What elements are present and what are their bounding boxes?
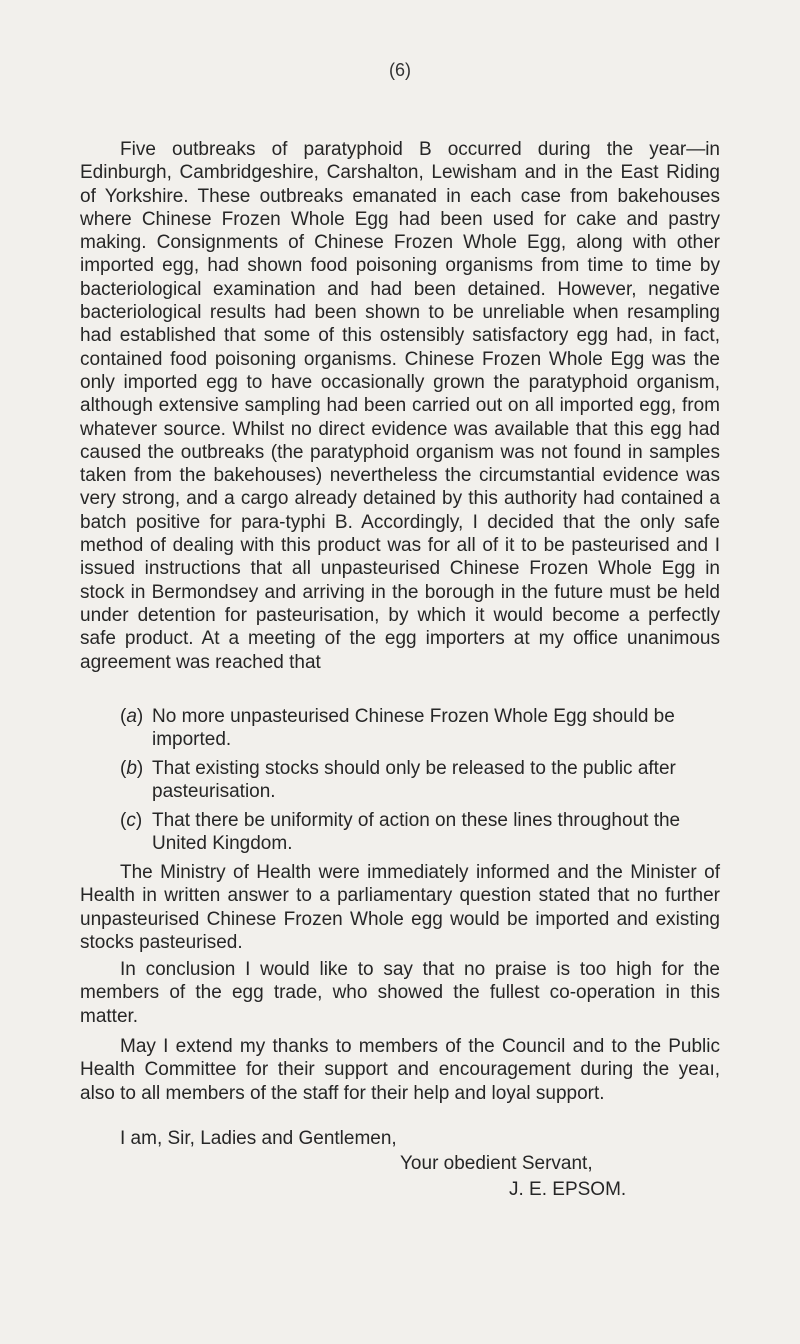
list-marker: (a) xyxy=(120,706,144,727)
paragraph-ministry xyxy=(80,861,720,954)
list-item-a xyxy=(80,705,720,752)
closing: Your obedient Servant, xyxy=(400,1153,593,1174)
list-item-c xyxy=(80,809,720,856)
paragraph-text: The Ministry of Health were immediately informed and the Minister of Health in written answer to a parliamentary question stated that no further unpasteurised Chinese Frozen Whole egg would be imported and existing stocks pasteurised. xyxy=(80,862,720,953)
list-marker: (c) xyxy=(120,810,143,831)
list-item-text: No more unpasteurised Chinese Frozen Whole Egg should be imported. xyxy=(152,706,675,751)
list-marker-letter: a xyxy=(126,706,137,727)
list-marker-letter: b xyxy=(126,758,137,779)
list-item-text: That existing stocks should only be released to the public after pasteurisation. xyxy=(152,758,676,803)
list-item-b xyxy=(80,757,720,804)
signature: J. E. EPSOM. xyxy=(509,1179,627,1200)
paragraph-text: May I extend my thanks to members of the Council and to the Public Health Committee for their support and encouragement during the yeaı, also to all members of the staff for their help and loyal support. xyxy=(80,1036,720,1104)
paragraph-outbreaks xyxy=(80,138,720,674)
list-marker-letter: c xyxy=(126,810,136,831)
list-item-text: That there be uniformity of action on these lines throughout the United Kingdom. xyxy=(152,810,681,855)
paragraph-text: In conclusion I would like to say that no praise is too high for the members of the egg trade, who showed the fullest co-operation in this matter. xyxy=(80,959,720,1027)
page-number: (6) xyxy=(389,60,411,80)
paragraph-conclusion xyxy=(80,958,720,1028)
list-marker: (b) xyxy=(120,758,144,779)
salutation: I am, Sir, Ladies and Gentlemen, xyxy=(120,1128,397,1149)
paragraph-thanks xyxy=(80,1035,720,1105)
paragraph-text: Five outbreaks of paratyphoid B occurred during the year—in Edinburgh, Cambridgeshire, Carshalton, Lewisham and in the East Riding of Yorkshire. These outbreaks emanated in each case from bakehouses where Chinese Frozen Whole Egg had been used for cake and pastry making. Consignments of Chinese Frozen Whole Egg, along with other imported egg, had shown food poisoning organisms from time to time by bacteriological examination and had been detained. However, negative bacteriological results had been shown to be unreliable when resampling had established that some of this ostensibly satisfactory egg had, in fact, contained food poisoning organisms. Chinese Frozen Whole Egg was the only imported egg to have occasionally grown the paratyphoid organism, although extensive sampling had been carried out on all imported egg, from whatever source. Whilst no direct evidence was available that this egg had caused the outbreaks (the paratyphoid organism was not found in samples taken from the bakehouses) nevertheless the circumstantial evidence was very strong, and a cargo already detained by this authority had contained a batch positive for para-typhi B. Accordingly, I decided that the only safe method of dealing with this product was for all of it to be pasteurised and I issued instructions that all unpasteurised Chinese Frozen Whole Egg in stock in Bermondsey and arriving in the borough in the future must be held under detention for pasteurisation, by which it would become a perfectly safe product. At a meeting of the egg importers at my office unanimous agreement was reached that xyxy=(80,139,720,673)
